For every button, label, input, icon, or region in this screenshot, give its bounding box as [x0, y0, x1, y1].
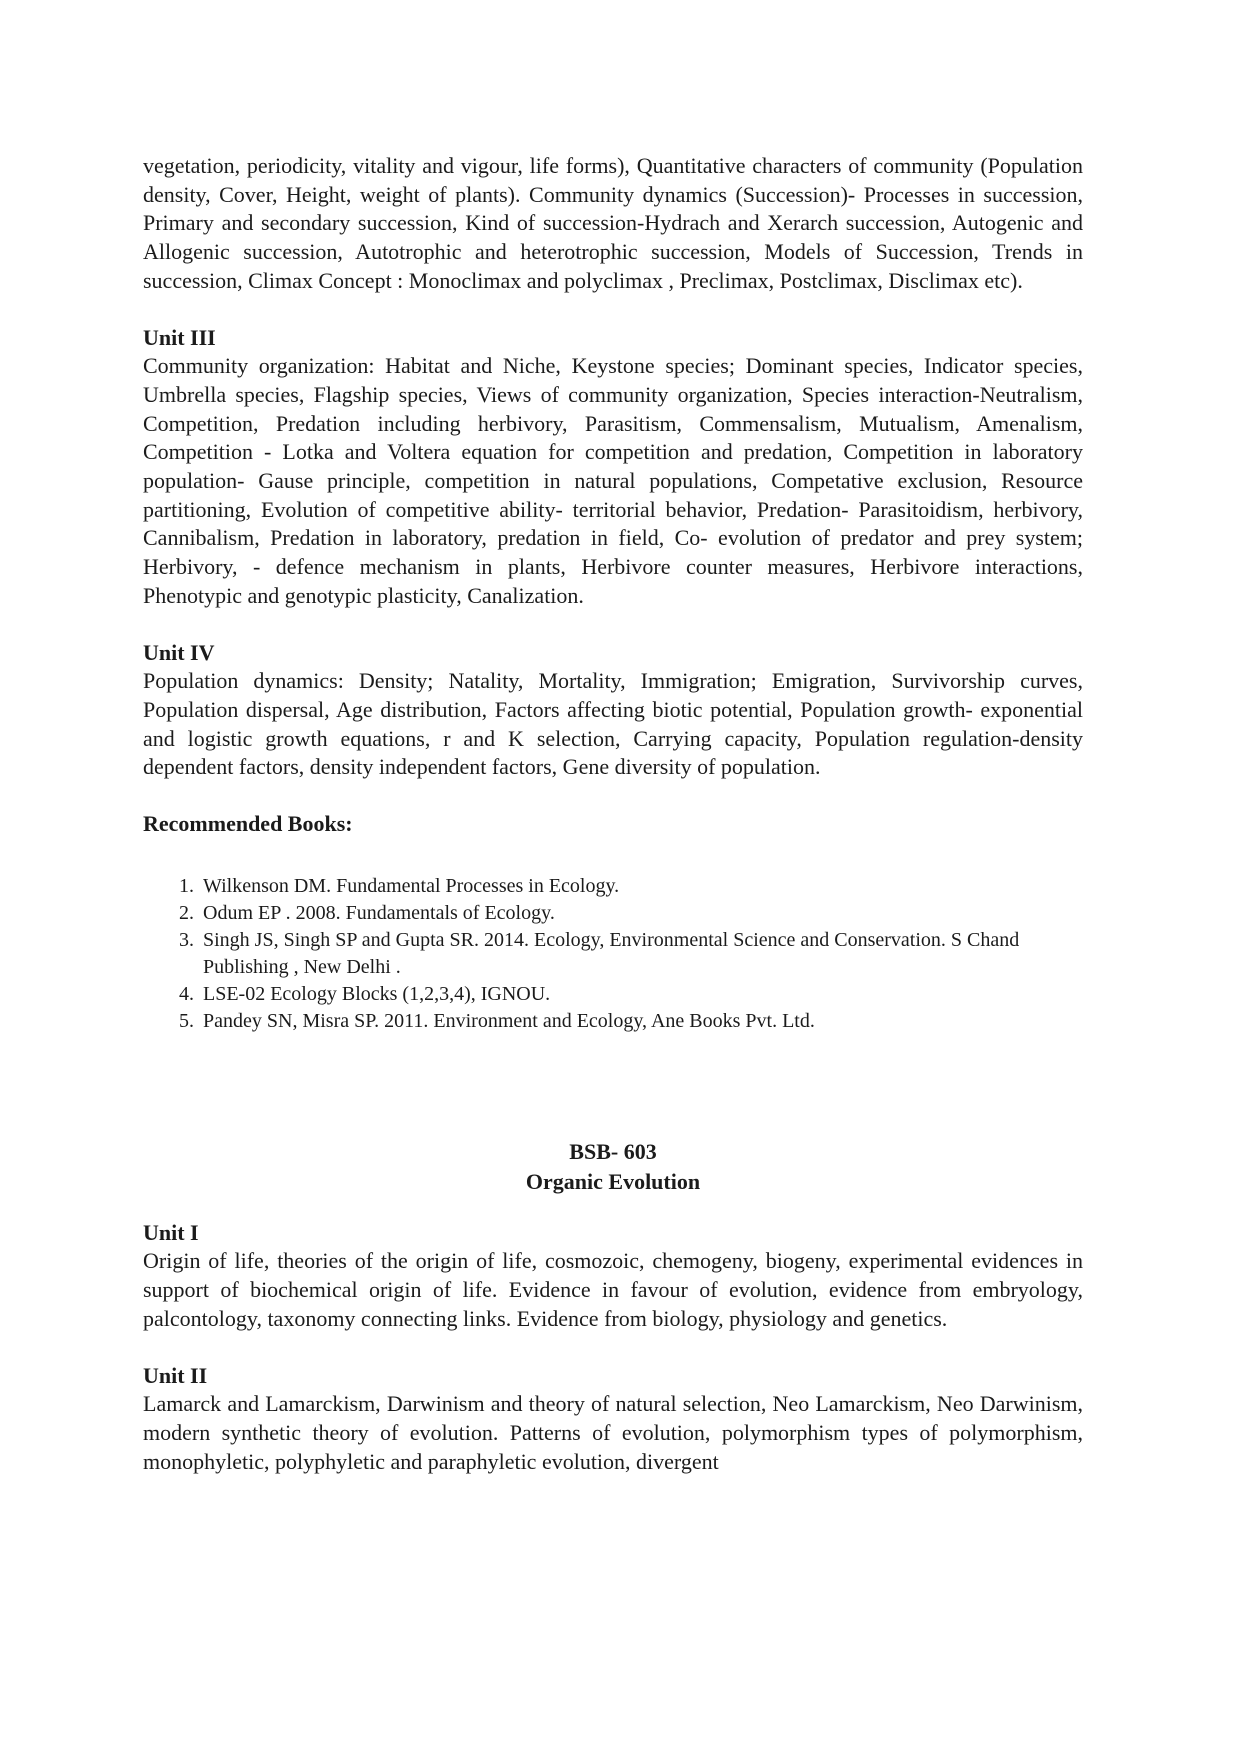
book-item: 4. LSE-02 Ecology Blocks (1,2,3,4), IGNOU. — [199, 981, 1083, 1008]
unit-4-heading: Unit IV — [143, 639, 215, 665]
course-title: Organic Evolution — [525, 1168, 701, 1194]
recommended-books-heading: Recommended Books: — [143, 811, 353, 837]
course-header — [143, 1137, 1083, 1197]
unit-4-section — [143, 639, 1083, 783]
unit-4-text: Population dynamics: Density; Natality, Mortality, Immigration; Emigration, Survivorship curves, Population dispersal, Age distribution, Factors affecting biotic potential, Population growth- exponential and logistic growth equations, r and K selection, Carrying capacity, Population regulation-density dependent factors, density independent factors, Gene diversity of population. — [143, 668, 1083, 780]
evolution-unit-2-section — [143, 1362, 1083, 1477]
document-page — [143, 152, 1083, 1476]
evolution-unit-1-text: Origin of life, theories of the origin of life, cosmozoic, chemogeny, biogeny, experimental evidences in support of biochemical origin of life. Evidence in favour of evolution, evidence from embryology, palcontology, taxonomy connecting links. Evidence from biology, physiology and genetics. — [143, 1248, 1083, 1331]
recommended-books-section — [143, 810, 1083, 1035]
book-item: 2. Odum EP . 2008. Fundamentals of Ecology. — [199, 900, 1083, 927]
unit-3-heading: Unit III — [143, 324, 216, 350]
unit-3-section — [143, 324, 1083, 611]
evolution-unit-2-heading: Unit II — [143, 1362, 208, 1388]
book-item: 3. Singh JS, Singh SP and Gupta SR. 2014. Ecology, Environmental Science and Conservation. S Chand Publishing , New Delhi . — [199, 927, 1083, 981]
intro-paragraph: vegetation, periodicity, vitality and vigour, life forms), Quantitative characters of community (Population density, Cover, Height, weight of plants). Community dynamics (Succession)- Processes in succession, Primary and secondary succession, Kind of succession-Hydrach and Xerarch succession, Autogenic and Allogenic succession, Autotrophic and heterotrophic succession, Models of Succession, Trends in succession, Climax Concept : Monoclimax and polyclimax , Preclimax, Postclimax, Disclimax etc). — [143, 153, 1083, 293]
unit-3-text: Community organization: Habitat and Niche, Keystone species; Dominant species, Indicator species, Umbrella species, Flagship species, Views of community organization, Species interaction-Neutralism, Competition, Predation including herbivory, Parasitism, Commensalism, Mutualism, Amenalism, Competition - Lotka and Voltera equation for competition and predation, Competition in laboratory population- Gause principle, competition in natural populations, Competative exclusion, Resource partitioning, Evolution of competitive ability- territorial behavior, Predation- Parasitoidism, herbivory, Cannibalism, Predation in laboratory, predation in field, Co- evolution of predator and prey system; Herbivory, - defence mechanism in plants, Herbivore counter measures, Herbivore interactions, Phenotypic and genotypic plasticity, Canalization. — [143, 353, 1083, 608]
book-item: 5. Pandey SN, Misra SP. 2011. Environment and Ecology, Ane Books Pvt. Ltd. — [199, 1008, 1083, 1035]
course-code: BSB- 603 — [569, 1138, 657, 1164]
evolution-unit-1-heading: Unit I — [143, 1219, 199, 1245]
evolution-unit-2-text: Lamarck and Lamarckism, Darwinism and theory of natural selection, Neo Lamarckism, Neo Darwinism, modern synthetic theory of evolution. Patterns of evolution, polymorphism types of polymorphism, monophyletic, polyphyletic and paraphyletic evolution, divergent — [143, 1391, 1083, 1474]
evolution-unit-1-section — [143, 1219, 1083, 1334]
book-list — [143, 873, 1083, 1035]
book-item: 1. Wilkenson DM. Fundamental Processes in Ecology. — [199, 873, 1083, 900]
